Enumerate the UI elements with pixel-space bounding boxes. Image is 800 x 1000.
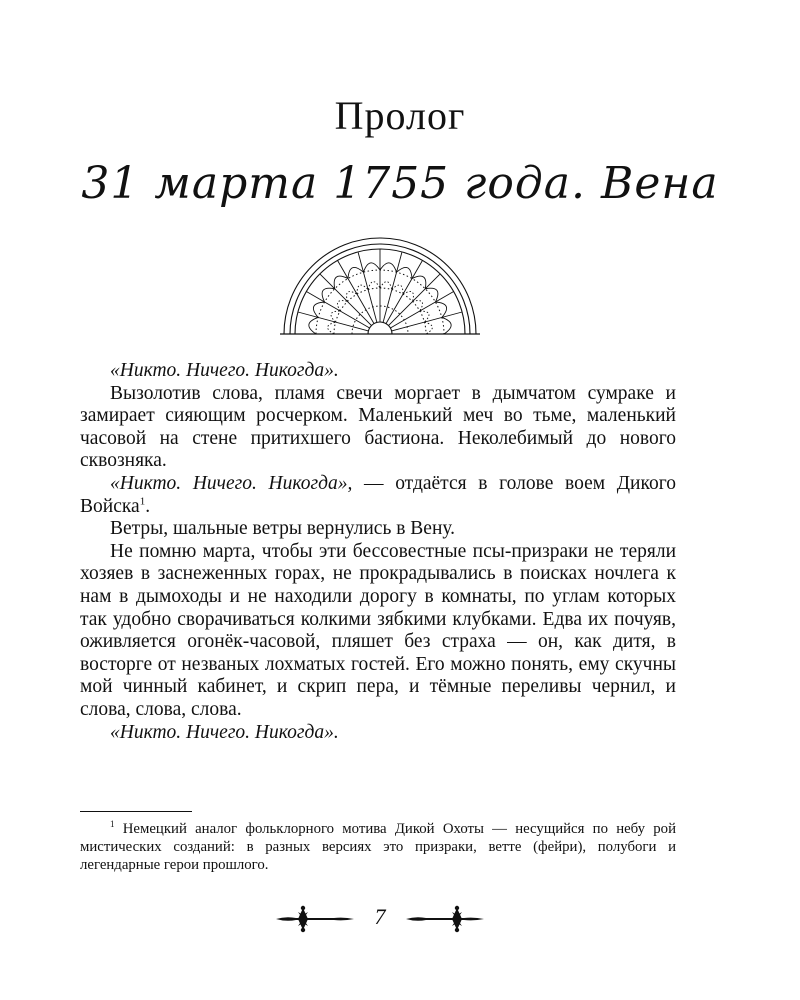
- paragraph: Ветры, шальные ветры вернулись в Вену.: [110, 518, 456, 540]
- footnote: [80, 820, 676, 874]
- paragraph: [80, 473, 676, 518]
- quote-end: .: [145, 495, 151, 517]
- footnote-text: Немецкий аналог фольклорного мотива Дикой Охоты — несущийся по небу рой мистических созданий: в разных версиях это призраки, ветте (фейри), полубоги и легендарные герои прошлого.: [80, 821, 676, 873]
- rose-window-icon: [260, 236, 500, 338]
- page-number: 7: [374, 904, 386, 929]
- quote-italic: «Никто. Ничего. Никогда»,: [110, 472, 353, 494]
- paragraph: «Никто. Ничего. Никогда».: [110, 360, 339, 381]
- footnote-divider: [80, 811, 192, 812]
- quote-tail: — отдаётся в голове воем Дикого Войска: [80, 472, 676, 517]
- footnote-mark: 1: [110, 819, 115, 830]
- cross-flourish-icon: [406, 904, 484, 934]
- folio: [0, 900, 800, 940]
- cross-flourish-icon: [276, 904, 354, 934]
- paragraph: Не помню марта, чтобы эти бессовестные псы-призраки не теряли хозяев в заснеженных горах, не прокрадывались в поисках ночлега к нам в дымоходы и не находили дорогу в комнаты, по углам которых так удобно сворачиваться колкими зябкими клубками. Едва их почуяв, оживляется огонёк-часовой, пляшет без страха — он, как дитя, в восторге от незваных лохматых гостей. Его можно понять, ему скучны мой чинный кабинет, и скрип пера, и тёмные переливы чернил, и слова, слова, слова.: [80, 540, 676, 720]
- chapter-subtitle: 31 марта 1755 года. Вена: [81, 158, 719, 209]
- paragraph: «Никто. Ничего. Никогда».: [110, 721, 339, 743]
- main-text: [80, 360, 676, 744]
- page-title: Пролог: [334, 93, 466, 138]
- footnote-ref[interactable]: 1: [139, 495, 146, 508]
- paragraph: Вызолотив слова, пламя свечи моргает в дымчатом сумраке и замирает сияющим росчерком. Маленький меч во тьме, маленький часовой на стене притихшего бастиона. Неколебимый до нового сквозняка.: [80, 382, 676, 472]
